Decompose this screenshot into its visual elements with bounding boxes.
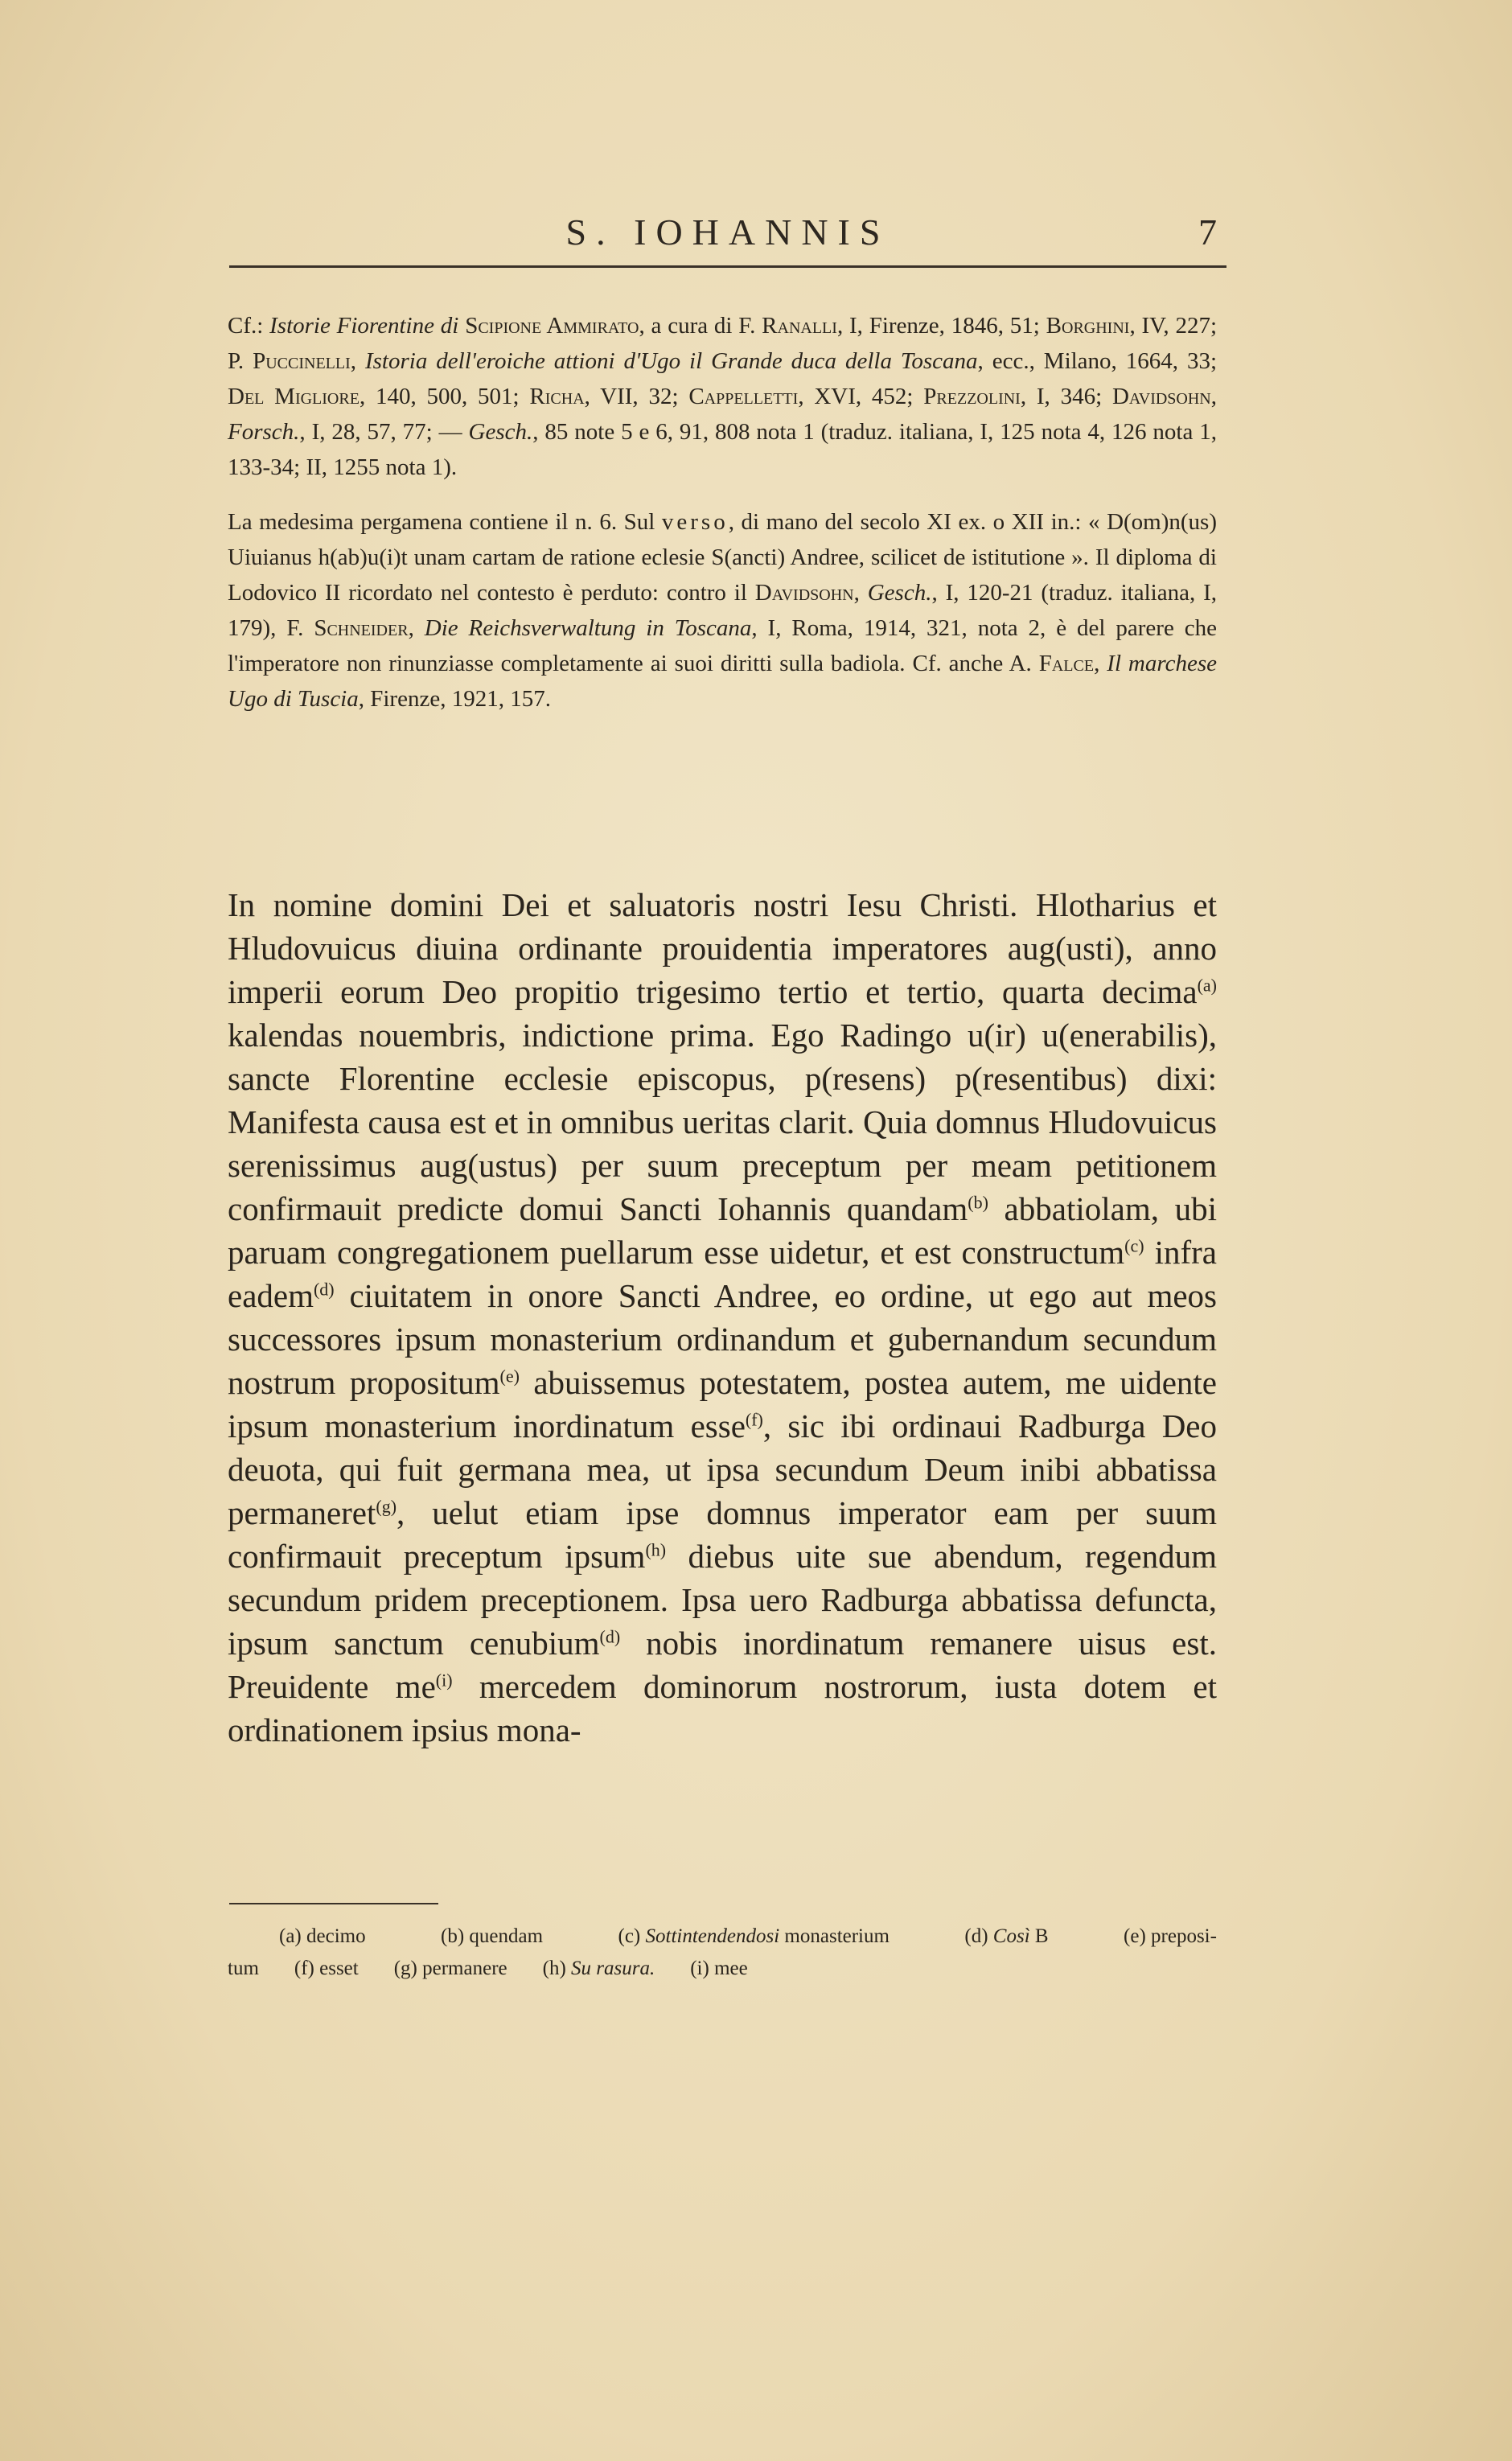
footnote-line	[228, 1954, 1217, 1983]
footnote-marker: (d)	[599, 1626, 621, 1647]
footnote-b: (b) quendam	[441, 1925, 544, 1947]
header-rule	[229, 265, 1226, 268]
footnote-marker: (e)	[499, 1366, 520, 1387]
footnote-marker: (d)	[313, 1279, 335, 1300]
running-title: S. IOHANNIS	[565, 212, 890, 253]
footnote-marker: (i)	[435, 1670, 453, 1691]
footnote-marker: (b)	[968, 1192, 988, 1213]
footnote-c: (c) Sottintendendosi monasterium	[618, 1925, 890, 1947]
provenance-note: La medesima pergamena contiene il n. 6. Sul verso, di mano del secolo XI ex. o XII in.: « D(om)n(us) Uiuianus h(ab)u(i)t unam cartam de ratione eclesie S(ancti) Andree, scilicet de istitutione ». Il diploma di Lodovico II ricordato nel contesto è perduto: contro il Davidsohn, Gesch., I, 120-21 (traduz. italiana, I, 179), F. Schneider, Die Reichsverwaltung in Toscana, I, Roma, 1914, 321, nota 2, è del parere che l'imperatore non rinunziasse completamente ai suoi diritti sulla badiola. Cf. anche A. Falce, Il marchese Ugo di Tuscia, Firenze, 1921, 157.	[228, 509, 1217, 712]
charter-paragraph: In nomine domini Dei et saluatoris nostri Iesu Christi. Hlotharius et Hludovuicus diuina ordinante prouidentia imperatores aug(usti), anno imperii eorum Deo propitio trigesimo tertio et tertio, quarta decima$^{(a)}$ kalendas nouembris, indictione prima. Ego Radingo u(ir) u(enerabilis), sancte Florentine ecclesie episcopus, p(resens) p(resentibus) dixi: Manifesta causa est et in omnibus ueritas clarit. Quia domnus Hludovuicus serenissimus aug(ustus) per suum preceptum per meam petitionem confirmauit predicte domui Sancti Iohannis quandam$^{(b)}$ abbatiolam, ubi paruam congregationem puellarum esse uidetur, et est constructum$^{(c)}$ infra eadem$^{(d)}$ ciuitatem in onore Sancti Andree, eo ordine, ut ego aut meos successores ipsum monasterium ordinandum et gubernandum secundum nostrum propositum$^{(e)}$ abuissemus potestatem, postea autem, me uidente ipsum monasterium inordinatum esse$^{(f)}$, sic ibi ordinaui Radburga Deo deuota, qui fuit germana mea, ut ipsa secundum Deum inibi abbatissa permaneret$^{(g)}$, uelut etiam ipse domnus imperator eam per suum confirmauit preceptum ipsum$^{(h)}$ diebus uite sue abendum, regendum secundum pridem preceptionem. Ipsa uero Radburga abbatissa defuncta, ipsum sanctum cenubium$^{(d)}$ nobis inordinatum remanere uisus est. Preuidente $me^{(i)}$ mercedem dominorum nostrorum, iusta dotem et ordinationem ipsius mona-	[228, 886, 1218, 1748]
footnote-e: (e) preposi-	[1124, 1925, 1217, 1947]
charter-text	[228, 883, 1217, 1752]
footnote-g: (g) permanere	[393, 1958, 507, 1979]
editorial-notes	[228, 308, 1217, 717]
footnote-line	[228, 1922, 1217, 1951]
footnote-a: (a) decimo	[279, 1925, 366, 1947]
footnote-marker: (f)	[745, 1409, 763, 1430]
footnote-marker: (a)	[1197, 975, 1217, 996]
footnote-d: (d) Così B	[964, 1925, 1049, 1947]
footnote-marker: (c)	[1124, 1235, 1144, 1256]
footnote-rule	[229, 1903, 438, 1904]
footnote-marker: (g)	[376, 1496, 397, 1517]
page-number: 7	[1198, 212, 1217, 253]
bibliography-note: Cf.: Istorie Fiorentine di Scipione Ammirato, a cura di F. Ranalli, I, Firenze, 1846, 51; Borghini, IV, 227; P. Puccinelli, Istoria dell'eroiche attioni d'Ugo il Grande duca della Toscana, ecc., Milano, 1664, 33; Del Migliore, 140, 500, 501; Richa, VII, 32; Cappelletti, XVI, 452; Prezzolini, I, 346; Davidsohn, Forsch., I, 28, 57, 77; — Gesch., 85 note 5 e 6, 91, 808 nota 1 (traduz. italiana, I, 125 nota 4, 126 nota 1, 133-34; II, 1255 nota 1).	[228, 313, 1218, 480]
footnote-e-continued: tum	[228, 1958, 259, 1979]
footnotes	[228, 1922, 1217, 1983]
page-header	[229, 211, 1226, 267]
footnote-marker: (h)	[645, 1539, 667, 1560]
footnote-h: (h) Su rasura.	[542, 1958, 655, 1979]
footnote-f: (f) esset	[294, 1958, 359, 1979]
footnote-i: (i) mee	[690, 1958, 748, 1979]
